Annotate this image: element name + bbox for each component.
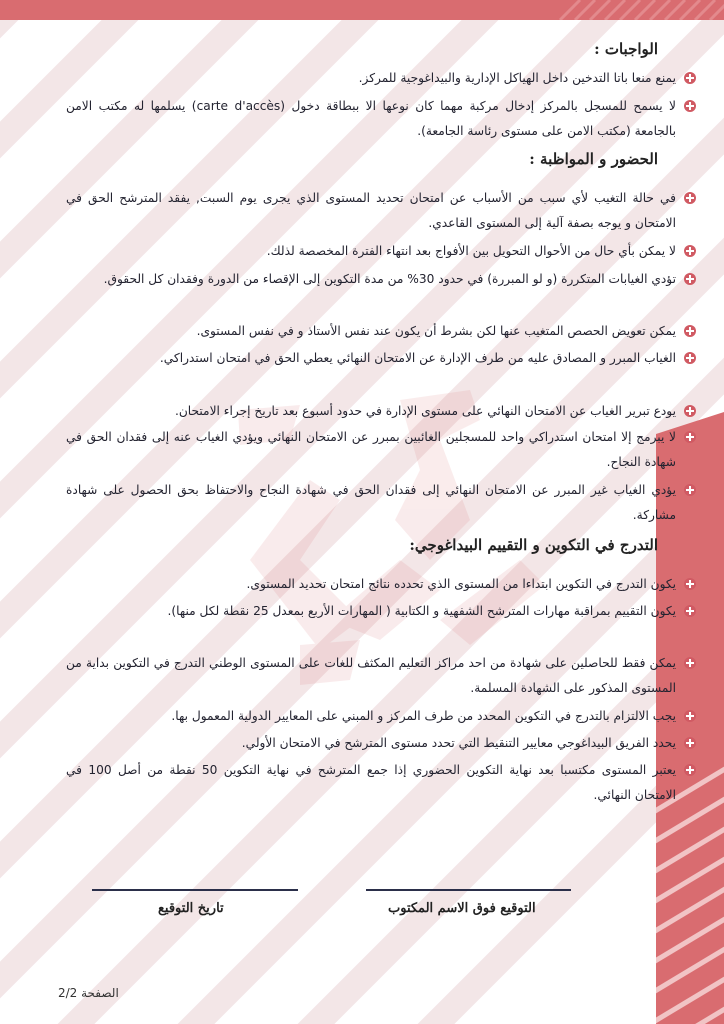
list-item (66, 572, 676, 597)
list-item (66, 425, 676, 475)
item-text: يكون التدرج في التكوين ابتداءا من المستوى الذي تحدده نتائج امتحان تحديد المستوى. (246, 577, 676, 591)
item-text: في حالة التغيب لأي سبب من الأسباب عن امتحان تحديد المستوى الذي يجرى يوم السبت, يفقد المترشح الحق في الامتحان و يوجه بصفة آلية إلى المستوى القاعدي. (66, 191, 676, 230)
item-text: يكون التقييم بمراقبة مهارات المترشح الشفهية و الكتابية ( المهارات الأربع بمعدل 25 نقطة لكل منها). (167, 604, 676, 618)
list-item (66, 478, 676, 528)
page-number: الصفحة 2/2 (58, 986, 119, 1000)
list-item (66, 66, 676, 91)
item-text: يحدد الفريق البيداغوجي معايير التنقيط التي تحدد مستوى المترشح في الامتحان الأولي. (241, 736, 676, 750)
item-text: يودع تبرير الغياب عن الامتحان النهائي على مستوى الإدارة في حدود أسبوع بعد تاريخ إجراء الامتحان. (174, 404, 676, 418)
item-text: يجب الالتزام بالتدرج في التكوين المحدد من طرف المركز و المبني على المعايير الدولية المعمول بها. (171, 709, 676, 723)
list-item (66, 599, 676, 624)
signature-date-label: تاريخ التوقيع (158, 901, 224, 916)
circle-cross-icon (684, 578, 696, 590)
item-text: يمكن فقط للحاصلين على شهادة من احد مراكز التعليم المكثف للغات على المستوى الوطني التدرج في التكوين بداية من المستوى المذكور على الشهادة المسلمة. (66, 656, 676, 695)
item-text: يمنع منعا باتا التدخين داخل الهياكل الإدارية والبيداغوجية للمركز. (358, 71, 676, 85)
item-text: يعتبر المستوى مكتسبا بعد نهاية التكوين الحضوري إذا جمع المترشح في نهاية التكوين 50 نقطة من أصل 100 في الامتحان النهائي. (66, 763, 677, 802)
circle-cross-icon (684, 764, 696, 776)
item-text: لا يبرمج إلا امتحان استدراكي واحد للمسجلين الغائبين بمبرر عن الامتحان النهائي ويؤدي الغياب عنه إلى فقدان الحق في شهادة النجاح. (66, 430, 676, 469)
circle-cross-icon (684, 484, 696, 496)
circle-cross-icon (684, 710, 696, 722)
list-item (66, 94, 676, 144)
list-item (66, 758, 676, 808)
section-title-attendance: الحضور و المواظبة : (529, 150, 658, 168)
list-item (66, 239, 676, 264)
circle-cross-icon (684, 605, 696, 617)
section-title-duties: الواجبات : (594, 40, 658, 58)
list-item (66, 731, 676, 756)
list-item (66, 267, 676, 292)
list-item (66, 186, 676, 236)
list-item (66, 704, 676, 729)
circle-cross-icon (684, 352, 696, 364)
item-text: الغياب المبرر و المصادق عليه من طرف الإدارة عن الامتحان النهائي يعطي الحق في امتحان استدراكي. (159, 351, 676, 365)
circle-cross-icon (684, 737, 696, 749)
item-text: يؤدي الغياب غير المبرر عن الامتحان النهائي إلى فقدان الحق في شهادة النجاح والاحتفاظ بحق الحصول على شهادة مشاركة. (66, 483, 676, 522)
list-item (66, 651, 676, 701)
list-item (66, 346, 676, 371)
circle-cross-icon (684, 273, 696, 285)
item-text: لا يسمح للمسجل بالمركز إدخال مركبة مهما كان نوعها الا ببطاقة دخول (carte d'accès) يسلمها له مكتب الامن بالجامعة (مكتب الامن على مستوى رئاسة الجامعة). (66, 99, 676, 138)
list-item (66, 399, 676, 424)
circle-cross-icon (684, 405, 696, 417)
circle-cross-icon (684, 245, 696, 257)
item-text: تؤدي الغيابات المتكررة (و لو المبررة) في حدود 30% من مدة التكوين إلى الإقصاء من الدورة وفقدان كل الحقوق. (103, 272, 676, 286)
circle-cross-icon (684, 100, 696, 112)
signature-date-line (92, 889, 298, 891)
circle-cross-icon (684, 325, 696, 337)
signature-name-label: التوقيع فوق الاسم المكتوب (388, 901, 536, 916)
circle-cross-icon (684, 657, 696, 669)
list-item (66, 319, 676, 344)
item-text: لا يمكن بأي حال من الأحوال التحويل بين الأفواج بعد انتهاء الفترة المخصصة لذلك. (266, 244, 676, 258)
item-text: يمكن تعويض الحصص المتغيب عنها لكن بشرط أن يكون عند نفس الأستاذ و في نفس المستوى. (196, 324, 676, 338)
circle-cross-icon (684, 431, 696, 443)
circle-cross-icon (684, 72, 696, 84)
signature-name-line (366, 889, 571, 891)
circle-cross-icon (684, 192, 696, 204)
section-title-progression: التدرج في التكوين و التقييم البيداغوجي: (409, 536, 658, 554)
